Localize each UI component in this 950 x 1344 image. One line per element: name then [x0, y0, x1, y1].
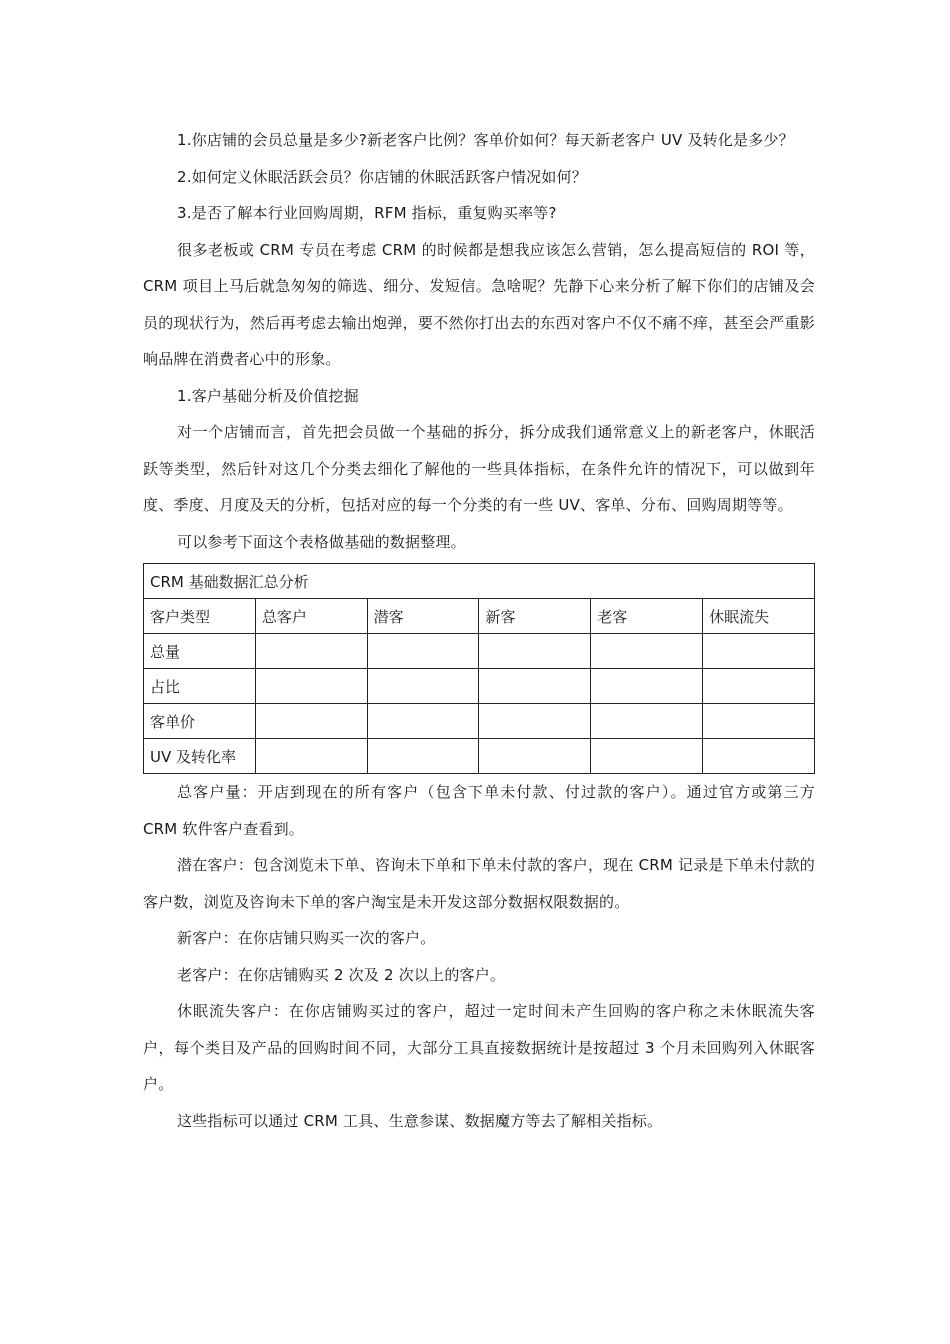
header-cell: 客户类型 — [144, 599, 256, 634]
table-intro: 可以参考下面这个表格做基础的数据整理。 — [177, 532, 466, 551]
table-cell — [255, 634, 367, 669]
table-title-row — [144, 564, 815, 599]
row-label: 占比 — [144, 669, 256, 704]
table-row — [144, 669, 815, 704]
analysis-paragraph: 对一个店铺而言，首先把会员做一个基础的拆分，拆分成我们通常意义上的新老客户，休眠活跃等类型，然后针对这几个分类去细化了解他的一些具体指标，在条件允许的情况下，可以做到年度、季度、月度及天的分析，包括对应的每一个分类的有一些 UV、客单、分布、回购周期等等。 — [143, 423, 815, 514]
table-cell — [255, 739, 367, 774]
table-cell — [703, 739, 815, 774]
table-cell — [703, 669, 815, 704]
table-row — [144, 704, 815, 739]
definition-total-customers: 总客户量：开店到现在的所有客户（包含下单未付款、付过款的客户）。通过官方或第三方 CRM 软件客户查看到。 — [143, 783, 815, 838]
table-cell — [479, 704, 591, 739]
table-header-row — [144, 599, 815, 634]
row-label: 客单价 — [144, 704, 256, 739]
table-cell — [367, 634, 479, 669]
definition-old-customers: 老客户：在你店铺购买 2 次及 2 次以上的客户。 — [177, 965, 506, 984]
table-cell — [367, 704, 479, 739]
table-title: CRM 基础数据汇总分析 — [144, 564, 815, 599]
table-cell — [591, 704, 703, 739]
header-cell: 休眠流失 — [703, 599, 815, 634]
definition-potential-customers: 潜在客户：包含浏览未下单、咨询未下单和下单未付款的客户，现在 CRM 记录是下单未付款的客户数，浏览及咨询未下单的客户淘宝是未开发这部分数据权限数据的。 — [143, 856, 815, 911]
intro-question-2: 2.如何定义休眠活跃会员？你店铺的休眠活跃客户情况如何？ — [177, 167, 587, 186]
intro-question-1: 1.你店铺的会员总量是多少?新老客户比例？客单价如何？每天新老客户 UV 及转化是多少？ — [177, 131, 794, 149]
document-body — [143, 122, 815, 1139]
definition-new-customers: 新客户：在你店铺只购买一次的客户。 — [177, 929, 436, 947]
intro-paragraph-crm: 很多老板或 CRM 专员在考虑 CRM 的时候都是想我应该怎么营销，怎么提高短信的 ROI 等，CRM 项目上马后就急匆匆的筛选、细分、发短信。急啥呢？先静下心来分析了解下你们的店铺及会员的现状行为，然后再考虑去输出炮弹，要不然你打出去的东西对客户不仅不痛不痒，甚至会严重影响品牌在消费者心中的形象。 — [143, 240, 815, 368]
table-cell — [479, 669, 591, 704]
table-row — [144, 634, 815, 669]
table-row — [144, 739, 815, 774]
definition-dormant-customers: 休眠流失客户：在你店铺购买过的客户，超过一定时间未产生回购的客户称之未休眠流失客户，每个类目及产品的回购时间不同，大部分工具直接数据统计是按超过 3 个月未回购列入休眠客户。 — [143, 1002, 815, 1093]
table-cell — [367, 739, 479, 774]
section-heading: 1.客户基础分析及价值挖掘 — [177, 386, 359, 405]
table-cell — [591, 739, 703, 774]
table-cell — [703, 704, 815, 739]
row-label: UV 及转化率 — [144, 739, 256, 774]
intro-question-3: 3.是否了解本行业回购周期，RFM 指标，重复购买率等? — [177, 204, 557, 222]
header-cell: 总客户 — [255, 599, 367, 634]
header-cell: 老客 — [591, 599, 703, 634]
row-label: 总量 — [144, 634, 256, 669]
table-cell — [479, 739, 591, 774]
header-cell: 潜客 — [367, 599, 479, 634]
table-cell — [479, 634, 591, 669]
header-cell: 新客 — [479, 599, 591, 634]
table-cell — [703, 634, 815, 669]
crm-summary-table — [143, 563, 815, 774]
closing-paragraph: 这些指标可以通过 CRM 工具、生意参谋、数据魔方等去了解相关指标。 — [177, 1111, 663, 1130]
table-cell — [255, 704, 367, 739]
table-cell — [367, 669, 479, 704]
table-cell — [591, 669, 703, 704]
table-cell — [255, 669, 367, 704]
table-cell — [591, 634, 703, 669]
